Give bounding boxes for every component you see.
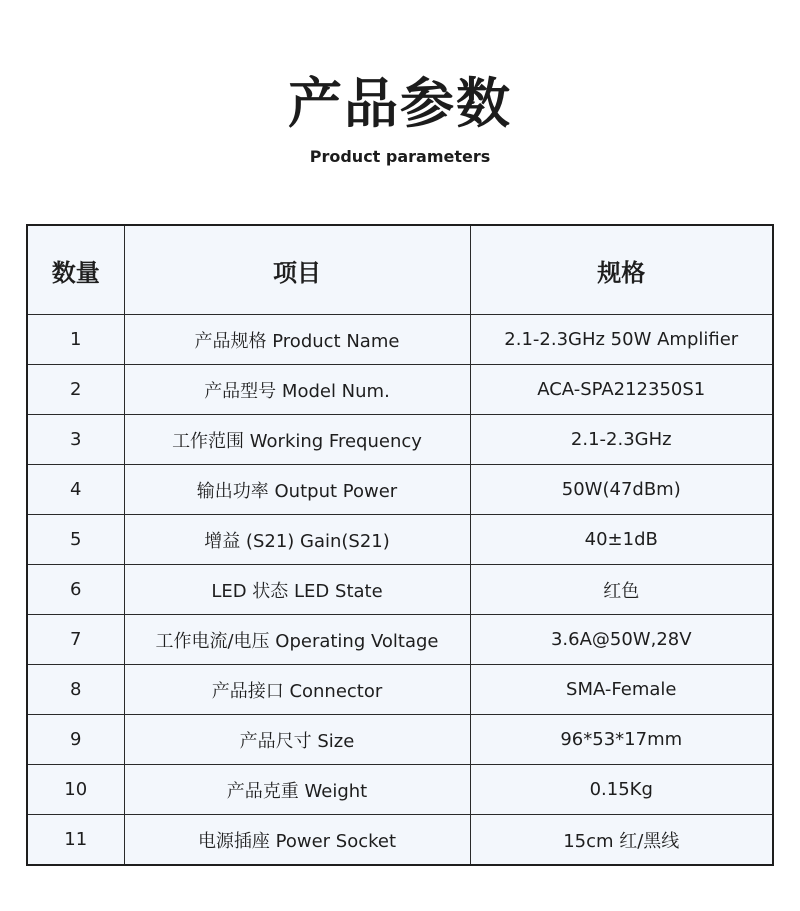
- row-item: 产品克重 Weight: [124, 765, 470, 815]
- row-spec: 15cm 红/黑线: [470, 815, 773, 866]
- row-item: 工作电流/电压 Operating Voltage: [124, 615, 470, 665]
- page-title: 产品参数: [288, 72, 512, 135]
- column-header-quantity: 数量: [27, 225, 124, 315]
- row-item: 产品规格 Product Name: [124, 315, 470, 365]
- row-index: 2: [27, 365, 124, 415]
- row-item: 电源插座 Power Socket: [124, 815, 470, 866]
- table-row: [27, 365, 773, 415]
- table-row: [27, 565, 773, 615]
- table-row: [27, 715, 773, 765]
- row-spec: SMA-Female: [470, 665, 773, 715]
- row-index: 8: [27, 665, 124, 715]
- table-row: [27, 465, 773, 515]
- row-spec: 0.15Kg: [470, 765, 773, 815]
- table-row: [27, 765, 773, 815]
- page-subtitle: Product parameters: [309, 147, 491, 166]
- row-spec: 3.6A@50W,28V: [470, 615, 773, 665]
- row-spec: 2.1-2.3GHz 50W Amplifier: [470, 315, 773, 365]
- row-index: 11: [27, 815, 124, 866]
- row-spec: 红色: [470, 565, 773, 615]
- row-item: 增益 (S21) Gain(S21): [124, 515, 470, 565]
- column-header-item: 项目: [124, 225, 470, 315]
- row-item: 工作范围 Working Frequency: [124, 415, 470, 465]
- row-item: 产品型号 Model Num.: [124, 365, 470, 415]
- spec-table: [26, 224, 774, 866]
- table-row: [27, 615, 773, 665]
- row-item: 输出功率 Output Power: [124, 465, 470, 515]
- column-header-spec: 规格: [470, 225, 773, 315]
- table-row: [27, 665, 773, 715]
- row-spec: ACA-SPA212350S1: [470, 365, 773, 415]
- row-index: 10: [27, 765, 124, 815]
- row-index: 6: [27, 565, 124, 615]
- row-index: 3: [27, 415, 124, 465]
- row-index: 5: [27, 515, 124, 565]
- row-index: 1: [27, 315, 124, 365]
- table-row: [27, 315, 773, 365]
- row-index: 7: [27, 615, 124, 665]
- row-spec: 96*53*17mm: [470, 715, 773, 765]
- table-row: [27, 415, 773, 465]
- table-header-row: [27, 225, 773, 315]
- row-item: 产品接口 Connector: [124, 665, 470, 715]
- row-index: 9: [27, 715, 124, 765]
- table-row: [27, 815, 773, 866]
- row-index: 4: [27, 465, 124, 515]
- row-spec: 50W(47dBm): [470, 465, 773, 515]
- row-spec: 40±1dB: [470, 515, 773, 565]
- row-spec: 2.1-2.3GHz: [470, 415, 773, 465]
- table-row: [27, 515, 773, 565]
- row-item: LED 状态 LED State: [124, 565, 470, 615]
- row-item: 产品尺寸 Size: [124, 715, 470, 765]
